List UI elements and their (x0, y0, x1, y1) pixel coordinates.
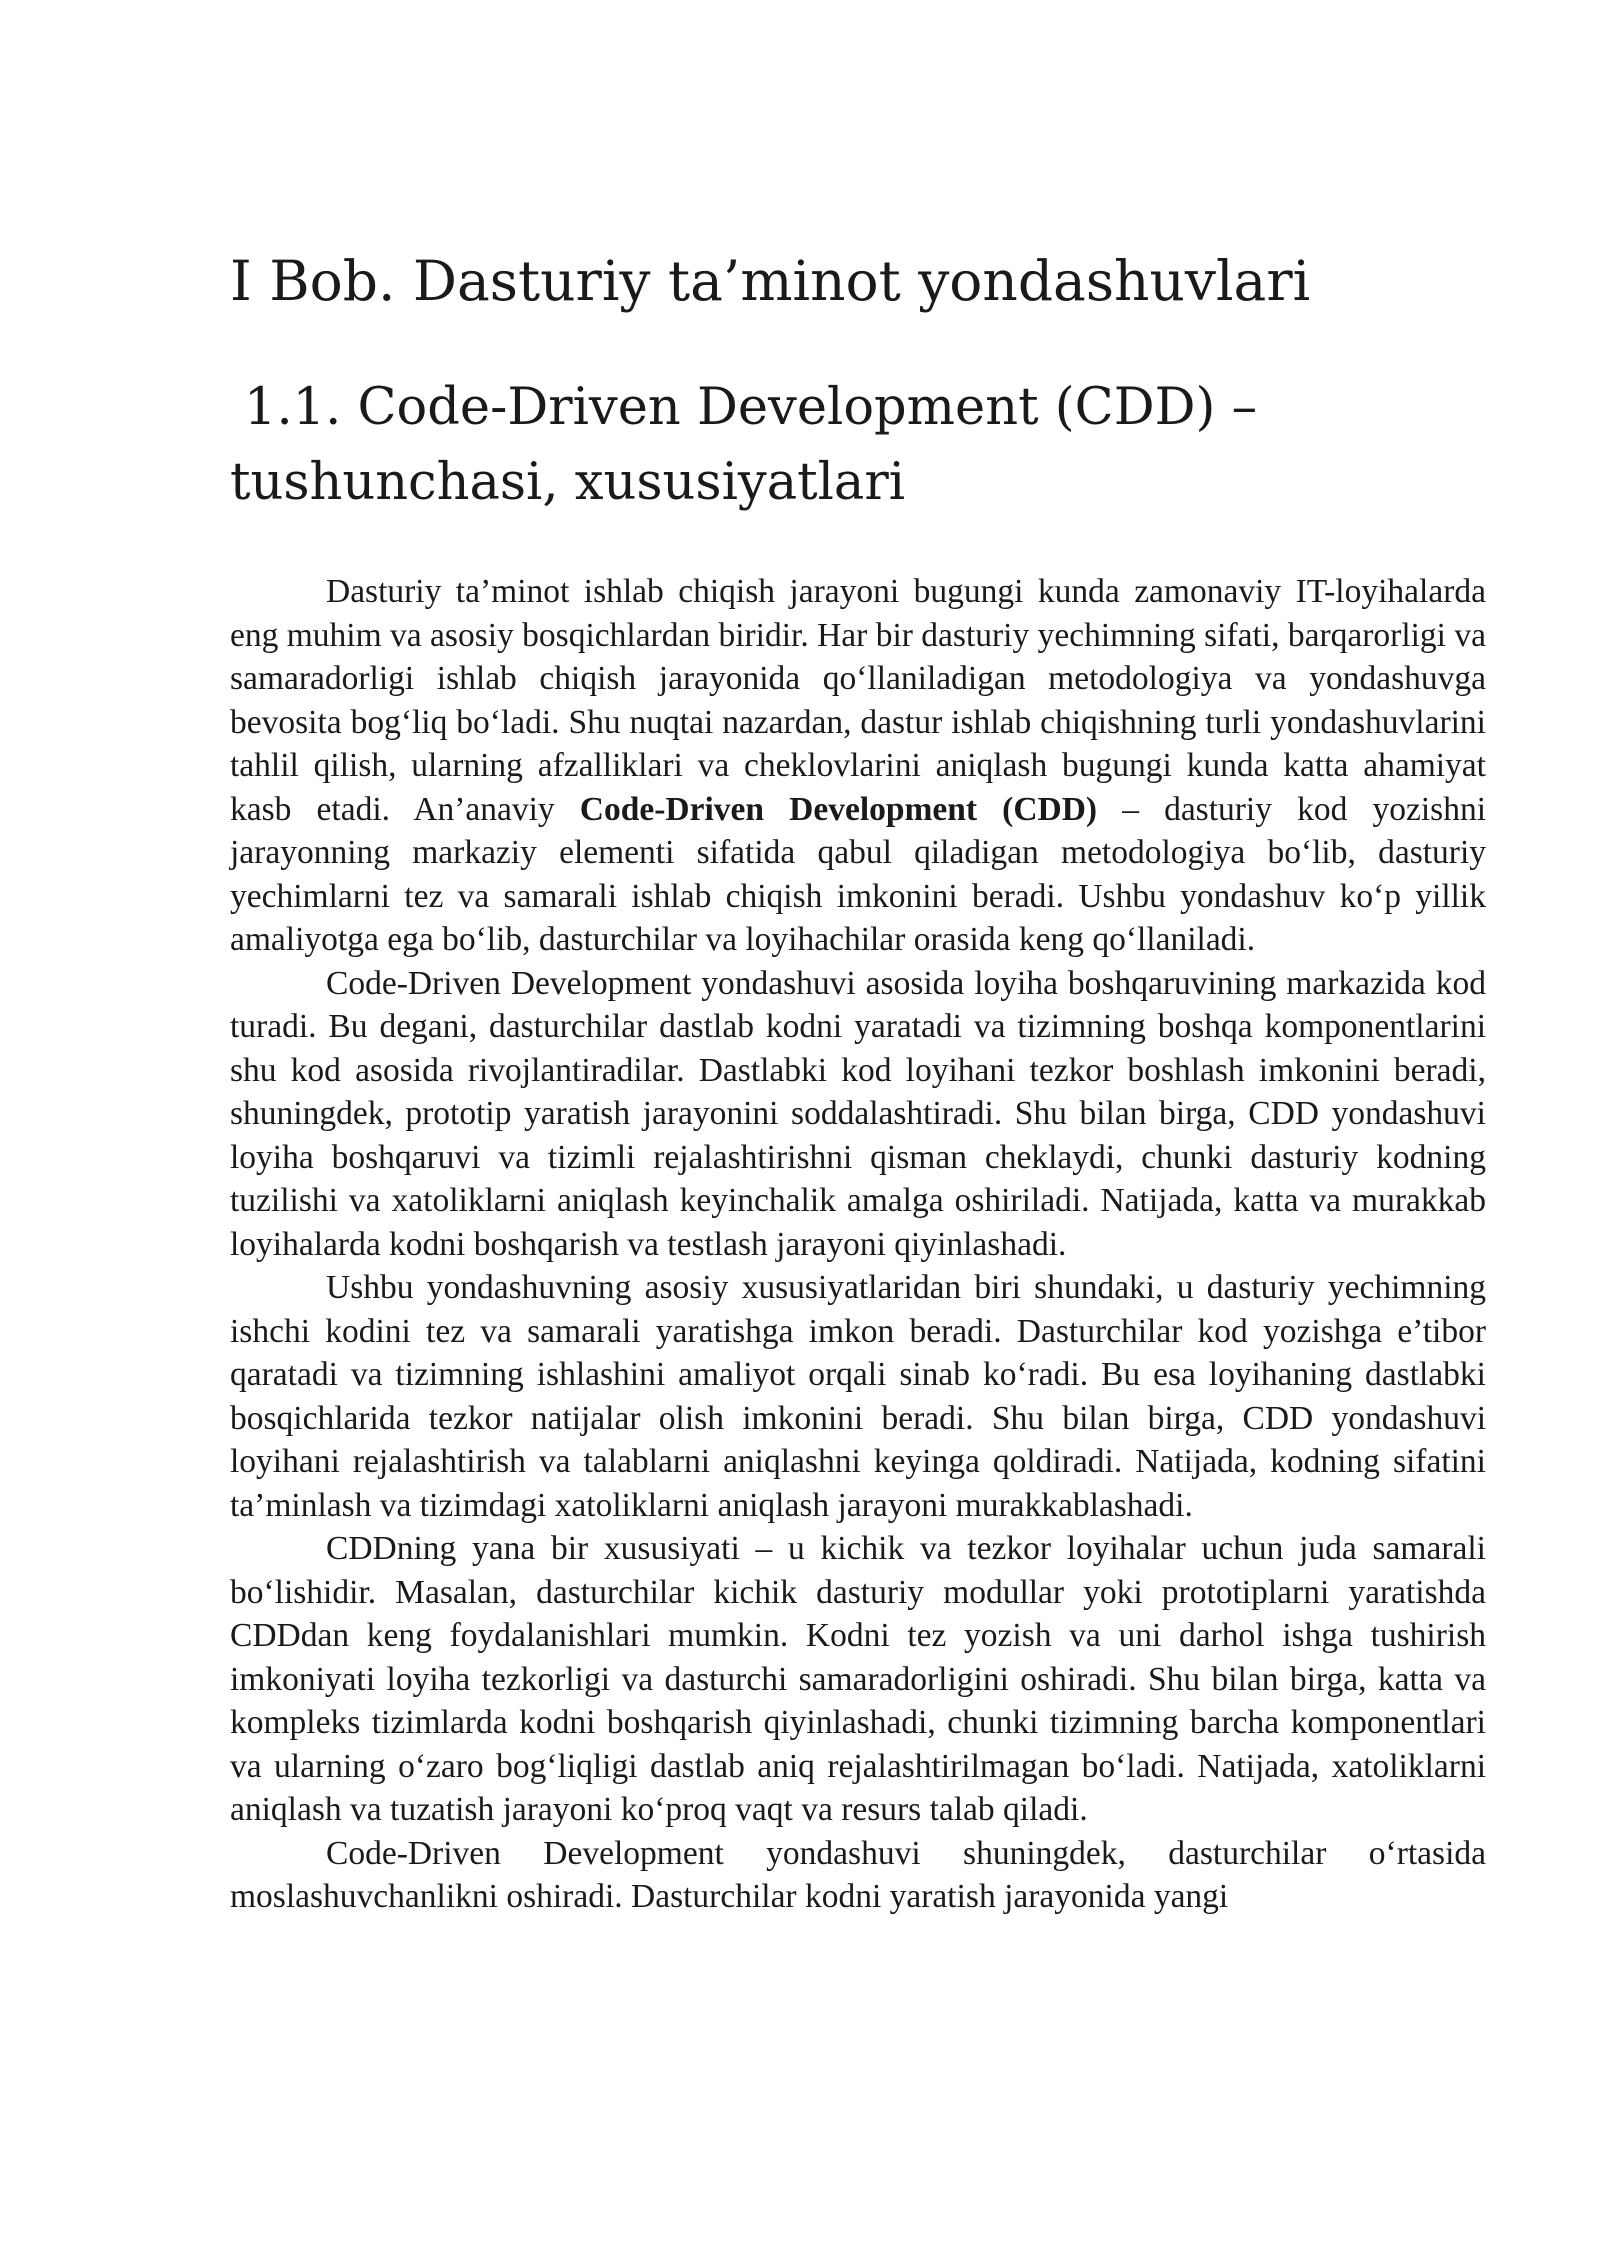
paragraph-2: Code-Driven Development yondashuvi asosida loyiha boshqaruvining markazida kod turadi. Bu degani, dasturchilar dastlab kodni yaratadi va tizimning boshqa komponentlarini shu kod asosida rivojlantiradilar. Dastlabki kod loyihani tezkor boshlash imkonini beradi, shuningdek, prototip yaratish jarayonini soddalashtiradi. Shu bilan birga, CDD yondashuvi loyiha boshqaruvi va tizimli rejalashtirishni qisman cheklaydi, chunki dasturiy kodning tuzilishi va xatoliklarni aniqlash keyinchalik amalga oshiriladi. Natijada, katta va murakkab loyihalarda kodni boshqarish va testlash jarayoni qiyinlashadi. (230, 964, 1486, 1263)
paragraph-1-text-start: Dasturiy ta’minot ishlab chiqish jarayoni bugungi kunda zamonaviy IT-loyihalarda eng muhim va asosiy bosqichlardan biridir. Har bir dasturiy yechimning sifati, barqarorligi va samaradorligi ishlab chiqish jarayonida qo‘llaniladigan metodologiya va yondashuvga bevosita bog‘liq bo‘ladi. Shu nuqtai nazardan, dastur ishlab chiqishning turli yondashuvlarini tahlil qilish, ularning afzalliklari va cheklovlarini aniqlash bugungi kunda katta ahamiyat kasb etadi. An’anaviy (230, 573, 1486, 828)
paragraph-1 (230, 570, 1486, 962)
paragraph-3: Ushbu yondashuvning asosiy xususiyatlaridan biri shundaki, u dasturiy yechimning ishchi kodini tez va samarali yaratishga imkon beradi. Dasturchilar kod yozishga e’tibor qaratadi va tizimning ishlashini amaliyot orqali sinab ko‘radi. Bu esa loyihaning dastlabki bosqichlarida tezkor natijalar olish imkonini beradi. Shu bilan birga, CDD yondashuvi loyihani rejalashtirish va talablarni aniqlashni keyinga qoldiradi. Natijada, kodning sifatini ta’minlash va tizimdagi xatoliklarni aniqlash jarayoni murakkablashadi. (230, 1269, 1486, 1524)
section-title-line-2: tushunchasi, xususiyatlari (230, 453, 906, 512)
chapter-title: I Bob. Dasturiy ta’minot yondashuvlari (230, 249, 1311, 313)
paragraph-5: Code-Driven Development yondashuvi shuningdek, dasturchilar o‘rtasida moslashuvchanlikni oshiradi. Dasturchilar kodni yaratish jarayonida yangi (230, 1834, 1486, 1915)
body-text (230, 570, 1486, 1919)
section-title (230, 370, 1450, 520)
paragraph-1-text-end: – dasturiy kod yozishni jarayonning markaziy elementi sifatida qabul qiladigan metodologiya bo‘lib, dasturiy yechimlarni tez va samarali ishlab chiqish imkonini beradi. Ushbu yondashuv ko‘p yillik amaliyotga ega bo‘lib, dasturchilar va loyihachilar orasida keng qo‘llaniladi. (230, 790, 1486, 958)
paragraph-4: CDDning yana bir xususiyati – u kichik va tezkor loyihalar uchun juda samarali bo‘lishidir. Masalan, dasturchilar kichik dasturiy modullar yoki prototiplarni yaratishda CDDdan keng foydalanishlari mumkin. Kodni tez yozish va uni darhol ishga tushirish imkoniyati loyiha tezkorligi va dasturchi samaradorligini oshiradi. Shu bilan birga, katta va kompleks tizimlarda kodni boshqarish qiyinlashadi, chunki tizimning barcha komponentlari va ularning o‘zaro bog‘liqligi dastlab aniq rejalashtirilmagan bo‘ladi. Natijada, xatoliklarni aniqlash va tuzatish jarayoni ko‘proq vaqt va resurs talab qiladi. (230, 1530, 1486, 1828)
section-title-line-1: 1.1. Code-Driven Development (CDD) – (244, 378, 1258, 437)
paragraph-1-bold-term: Code-Driven Development (CDD) (579, 790, 1098, 828)
